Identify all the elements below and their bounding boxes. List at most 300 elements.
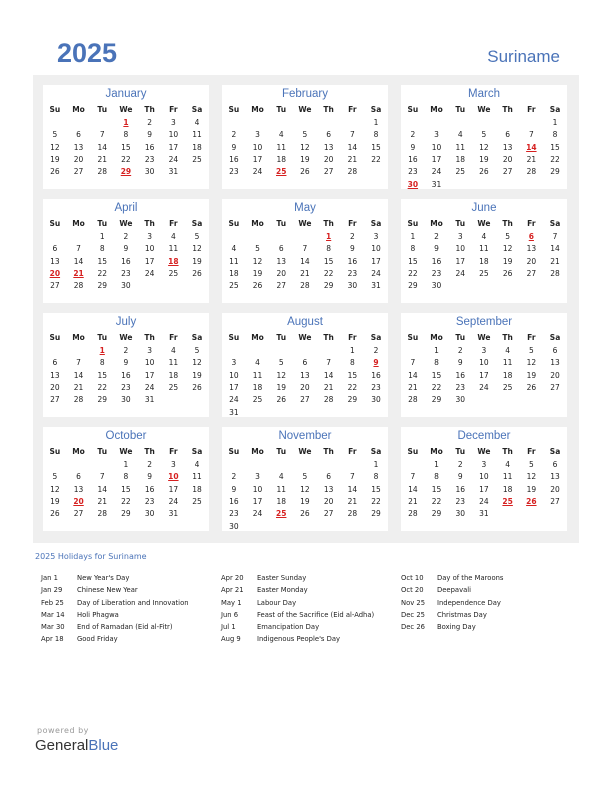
day-cell: 2 <box>349 232 355 241</box>
day-cell: 10 <box>229 370 239 380</box>
day-cell: 15 <box>550 142 560 152</box>
brand-logo-blue: Blue <box>88 737 119 754</box>
day-cell: 31 <box>479 509 489 519</box>
weekday-header: We <box>119 219 133 228</box>
day-cell: 15 <box>431 370 442 380</box>
day-cell: 11 <box>192 472 202 482</box>
day-cell: 12 <box>50 142 60 152</box>
day-cell: 2 <box>373 346 379 355</box>
day-cell: 4 <box>170 232 176 241</box>
holiday-day-cell: 10 <box>168 472 179 482</box>
day-cell: 12 <box>300 484 310 494</box>
day-cell: 11 <box>168 244 179 254</box>
day-cell: 1 <box>373 118 379 127</box>
day-cell: 3 <box>147 232 153 241</box>
weekday-header: Tu <box>455 219 466 228</box>
holiday-day-cell: 18 <box>168 256 179 266</box>
day-cell: 22 <box>121 496 131 506</box>
day-cell: 21 <box>550 256 560 266</box>
day-cell: 8 <box>410 244 416 254</box>
day-cell: 12 <box>502 244 513 254</box>
month-may <box>222 199 388 303</box>
day-cell: 16 <box>455 484 465 494</box>
day-cell: 13 <box>502 142 513 152</box>
day-cell: 27 <box>502 167 513 177</box>
holiday-day-cell: 1 <box>326 232 332 241</box>
month-name: April <box>114 202 138 214</box>
day-cell: 27 <box>50 395 60 405</box>
day-cell: 3 <box>481 346 487 355</box>
weekday-header: Fr <box>169 219 178 228</box>
day-cell: 3 <box>255 130 260 140</box>
day-cell: 5 <box>302 130 308 140</box>
weekday-header: Fr <box>169 333 178 342</box>
holiday-name: Good Friday <box>77 635 118 644</box>
weekday-header: Mo <box>72 333 85 342</box>
day-cell: 21 <box>408 382 418 392</box>
day-cell: 14 <box>347 142 358 152</box>
weekday-header: Sa <box>549 105 561 114</box>
year-title: 2025 <box>57 38 118 68</box>
day-cell: 19 <box>502 256 513 266</box>
month-name: September <box>455 316 513 328</box>
day-cell: 9 <box>231 484 237 494</box>
day-cell: 19 <box>50 154 60 164</box>
day-cell: 8 <box>326 244 332 254</box>
weekday-header: Mo <box>430 105 443 114</box>
weekday-header: Sa <box>191 105 203 114</box>
day-cell: 8 <box>373 472 379 482</box>
month-april <box>43 199 209 303</box>
weekday-header: We <box>298 105 312 114</box>
holiday-name: Chinese New Year <box>77 586 138 595</box>
day-cell: 28 <box>97 509 107 519</box>
day-cell: 20 <box>300 382 310 392</box>
day-cell: 20 <box>276 268 286 278</box>
month-name: June <box>471 202 497 214</box>
day-cell: 10 <box>252 142 263 152</box>
day-cell: 27 <box>550 496 560 506</box>
day-cell: 30 <box>431 281 442 291</box>
weekday-header: Su <box>49 219 61 228</box>
day-cell: 4 <box>505 346 511 355</box>
weekday-header: We <box>298 333 312 342</box>
holiday-day-cell: 30 <box>407 179 419 189</box>
day-cell: 17 <box>144 370 155 380</box>
day-cell: 26 <box>192 268 202 278</box>
holiday-name: Emancipation Day <box>257 623 320 632</box>
brand-logo-general: General <box>35 737 89 754</box>
day-cell: 25 <box>502 382 513 392</box>
day-cell: 11 <box>192 130 202 140</box>
day-cell: 12 <box>252 256 263 266</box>
day-cell: 21 <box>347 154 358 164</box>
weekday-header: Th <box>323 219 334 228</box>
holiday-day-cell: 25 <box>276 509 287 519</box>
day-cell: 13 <box>550 472 560 482</box>
day-cell: 29 <box>408 281 418 291</box>
day-cell: 16 <box>121 370 131 380</box>
day-cell: 25 <box>168 268 179 278</box>
holiday-date: Apr 21 <box>221 586 244 595</box>
holiday-day-cell: 29 <box>120 167 132 177</box>
day-cell: 14 <box>97 484 107 494</box>
holidays-title: 2025 Holidays for Suriname <box>35 552 147 561</box>
day-cell: 27 <box>323 509 334 519</box>
weekday-header: Mo <box>251 105 264 114</box>
day-cell: 31 <box>168 509 179 519</box>
day-cell: 27 <box>73 509 84 519</box>
day-cell: 24 <box>371 268 381 278</box>
day-cell: 28 <box>408 395 418 405</box>
holiday-day-cell: 6 <box>528 232 534 241</box>
day-cell: 10 <box>371 244 381 254</box>
holiday-date: Jun 6 <box>221 610 239 619</box>
day-cell: 10 <box>252 484 263 494</box>
day-cell: 28 <box>347 509 358 519</box>
day-cell: 10 <box>479 358 489 368</box>
weekday-header: We <box>477 105 491 114</box>
day-cell: 30 <box>455 395 465 405</box>
weekday-header: Tu <box>97 447 108 456</box>
month-january <box>43 85 209 189</box>
day-cell: 24 <box>479 496 489 506</box>
holiday-name: Labour Day <box>257 598 297 607</box>
holiday-day-cell: 14 <box>526 142 537 152</box>
holiday-name: Day of the Maroons <box>437 574 504 582</box>
day-cell: 26 <box>276 395 286 405</box>
day-cell: 14 <box>323 370 334 380</box>
day-cell: 23 <box>144 496 155 506</box>
day-cell: 16 <box>408 154 418 164</box>
day-cell: 10 <box>144 244 155 254</box>
day-cell: 24 <box>431 167 442 177</box>
day-cell: 14 <box>73 256 84 266</box>
day-cell: 13 <box>300 370 310 380</box>
day-cell: 16 <box>371 370 381 380</box>
day-cell: 18 <box>276 154 286 164</box>
day-cell: 9 <box>147 130 153 140</box>
day-cell: 29 <box>550 167 560 177</box>
holiday-name: Feast of the Sacrifice (Eid al-Adha) <box>257 610 375 619</box>
day-cell: 30 <box>371 395 381 405</box>
day-cell: 1 <box>434 460 439 469</box>
weekday-header: Su <box>228 333 240 342</box>
day-cell: 5 <box>52 130 58 140</box>
day-cell: 14 <box>408 370 418 380</box>
holiday-date: Jan 29 <box>41 586 63 595</box>
day-cell: 9 <box>349 244 355 254</box>
day-cell: 21 <box>408 496 418 506</box>
weekday-header: We <box>298 447 312 456</box>
weekday-header: Tu <box>455 447 466 456</box>
day-cell: 11 <box>276 484 286 494</box>
day-cell: 26 <box>50 167 60 177</box>
day-cell: 17 <box>455 256 465 266</box>
day-cell: 12 <box>192 244 202 254</box>
day-cell: 8 <box>373 130 379 140</box>
day-cell: 31 <box>229 407 239 417</box>
day-cell: 21 <box>300 268 310 278</box>
day-cell: 11 <box>229 256 239 266</box>
day-cell: 22 <box>347 382 358 392</box>
day-cell: 8 <box>123 472 129 482</box>
day-cell: 1 <box>99 232 105 241</box>
holiday-date: Aug 9 <box>221 635 241 644</box>
month-july <box>43 313 209 417</box>
day-cell: 22 <box>550 154 560 164</box>
calendar-grid <box>33 75 579 543</box>
day-cell: 11 <box>276 142 286 152</box>
weekday-header: Tu <box>276 219 287 228</box>
weekday-header: Th <box>144 105 155 114</box>
day-cell: 14 <box>347 484 358 494</box>
day-cell: 19 <box>300 496 310 506</box>
day-cell: 7 <box>302 244 308 254</box>
day-cell: 16 <box>144 484 155 494</box>
day-cell: 5 <box>481 130 487 140</box>
weekday-header: Sa <box>191 447 203 456</box>
day-cell: 5 <box>528 346 534 355</box>
day-cell: 26 <box>479 167 489 177</box>
brand-logo[interactable] <box>35 737 118 754</box>
holiday-date: Jul 1 <box>221 623 236 632</box>
day-cell: 8 <box>99 358 105 368</box>
day-cell: 5 <box>194 232 200 241</box>
day-cell: 28 <box>300 281 310 291</box>
day-cell: 7 <box>410 472 416 482</box>
day-cell: 28 <box>408 509 418 519</box>
month-name: January <box>105 88 147 100</box>
holiday-day-cell: 21 <box>73 268 84 278</box>
day-cell: 5 <box>52 472 58 482</box>
day-cell: 10 <box>168 130 179 140</box>
day-cell: 12 <box>526 358 537 368</box>
day-cell: 9 <box>123 244 129 254</box>
day-cell: 3 <box>457 232 463 241</box>
day-cell: 29 <box>431 509 442 519</box>
day-cell: 25 <box>455 167 465 177</box>
day-cell: 19 <box>526 370 537 380</box>
day-cell: 2 <box>123 232 129 241</box>
day-cell: 6 <box>76 472 81 482</box>
holiday-day-cell: 26 <box>526 496 537 506</box>
holiday-name: Boxing Day <box>437 623 476 632</box>
day-cell: 3 <box>170 118 176 127</box>
day-cell: 2 <box>231 130 237 140</box>
day-cell: 30 <box>347 281 358 291</box>
weekday-header: Tu <box>276 333 287 342</box>
day-cell: 26 <box>192 382 202 392</box>
day-cell: 21 <box>73 382 84 392</box>
day-cell: 16 <box>144 142 155 152</box>
weekday-header: Th <box>502 447 513 456</box>
day-cell: 13 <box>50 370 60 380</box>
day-cell: 18 <box>502 370 513 380</box>
day-cell: 14 <box>408 484 418 494</box>
holiday-name: Easter Sunday <box>257 574 307 582</box>
weekday-header: Su <box>228 105 240 114</box>
day-cell: 3 <box>147 346 153 355</box>
day-cell: 8 <box>99 244 105 254</box>
day-cell: 24 <box>252 509 263 519</box>
weekday-header: Tu <box>97 333 108 342</box>
weekday-header: Fr <box>169 105 178 114</box>
day-cell: 19 <box>192 370 202 380</box>
day-cell: 29 <box>121 509 131 519</box>
holiday-date: Oct 20 <box>401 586 424 595</box>
day-cell: 30 <box>144 167 155 177</box>
day-cell: 23 <box>121 268 131 278</box>
day-cell: 20 <box>73 154 84 164</box>
day-cell: 7 <box>99 130 105 140</box>
day-cell: 29 <box>97 281 107 291</box>
day-cell: 29 <box>371 509 381 519</box>
weekday-header: Fr <box>527 333 536 342</box>
weekday-header: Su <box>49 333 61 342</box>
weekday-header: Th <box>323 447 334 456</box>
weekday-header: Tu <box>276 447 287 456</box>
day-cell: 1 <box>434 346 439 355</box>
day-cell: 23 <box>229 167 239 177</box>
day-cell: 21 <box>97 496 107 506</box>
weekday-header: Tu <box>97 105 108 114</box>
day-cell: 12 <box>50 484 60 494</box>
day-cell: 19 <box>192 256 202 266</box>
day-cell: 16 <box>229 496 239 506</box>
weekday-header: Su <box>407 105 419 114</box>
weekday-header: We <box>477 447 491 456</box>
day-cell: 14 <box>73 370 84 380</box>
day-cell: 20 <box>323 496 334 506</box>
day-cell: 17 <box>168 484 179 494</box>
weekday-header: Mo <box>251 333 264 342</box>
day-cell: 14 <box>300 256 310 266</box>
day-cell: 19 <box>479 154 489 164</box>
day-cell: 7 <box>76 358 81 368</box>
day-cell: 16 <box>121 256 131 266</box>
day-cell: 30 <box>229 521 239 531</box>
holiday-name: Independence Day <box>437 598 501 607</box>
day-cell: 8 <box>434 472 439 482</box>
day-cell: 26 <box>526 382 537 392</box>
day-cell: 9 <box>410 142 416 152</box>
weekday-header: Su <box>228 219 240 228</box>
month-name: March <box>468 88 500 100</box>
holiday-day-cell: 9 <box>373 358 379 368</box>
weekday-header: Sa <box>191 333 203 342</box>
day-cell: 7 <box>99 472 105 482</box>
day-cell: 27 <box>73 167 84 177</box>
day-cell: 11 <box>168 358 179 368</box>
day-cell: 4 <box>505 460 511 469</box>
holiday-date: Feb 25 <box>41 598 64 607</box>
day-cell: 15 <box>347 370 358 380</box>
day-cell: 28 <box>550 268 560 278</box>
day-cell: 13 <box>50 256 60 266</box>
day-cell: 17 <box>431 154 442 164</box>
weekday-header: Su <box>49 447 61 456</box>
weekday-header: Mo <box>251 219 264 228</box>
day-cell: 25 <box>229 281 239 291</box>
holiday-date: Nov 25 <box>401 598 426 607</box>
day-cell: 6 <box>326 130 332 140</box>
holiday-date: May 1 <box>221 598 242 607</box>
month-name: February <box>281 88 329 100</box>
day-cell: 18 <box>192 484 202 494</box>
day-cell: 2 <box>123 346 129 355</box>
day-cell: 11 <box>252 370 263 380</box>
weekday-header: Th <box>502 105 513 114</box>
day-cell: 15 <box>371 484 381 494</box>
holiday-date: Mar 14 <box>41 610 65 619</box>
weekday-header: Mo <box>72 219 85 228</box>
holiday-name: Easter Monday <box>257 586 308 595</box>
weekday-header: Mo <box>430 447 443 456</box>
weekday-header: We <box>119 333 133 342</box>
day-cell: 23 <box>121 382 131 392</box>
day-cell: 11 <box>502 358 513 368</box>
day-cell: 7 <box>552 232 558 241</box>
weekday-header: We <box>298 219 312 228</box>
day-cell: 5 <box>528 460 534 469</box>
day-cell: 13 <box>73 142 84 152</box>
day-cell: 13 <box>526 244 537 254</box>
day-cell: 9 <box>434 244 439 254</box>
holiday-date: Jan 1 <box>41 574 58 582</box>
day-cell: 12 <box>300 142 310 152</box>
day-cell: 12 <box>479 142 489 152</box>
day-cell: 26 <box>252 281 263 291</box>
month-name: December <box>457 430 511 442</box>
day-cell: 22 <box>371 154 381 164</box>
day-cell: 5 <box>194 346 200 355</box>
day-cell: 23 <box>371 382 381 392</box>
day-cell: 27 <box>323 167 334 177</box>
day-cell: 22 <box>431 382 442 392</box>
day-cell: 31 <box>431 179 442 189</box>
weekday-header: We <box>119 447 133 456</box>
holiday-day-cell: 25 <box>276 167 287 177</box>
day-cell: 30 <box>455 509 465 519</box>
day-cell: 6 <box>552 460 558 469</box>
day-cell: 4 <box>278 130 284 140</box>
day-cell: 21 <box>526 154 537 164</box>
day-cell: 26 <box>50 509 60 519</box>
country-title: Suriname <box>487 47 560 66</box>
weekday-header: Su <box>407 333 419 342</box>
day-cell: 8 <box>349 358 355 368</box>
day-cell: 2 <box>410 130 416 140</box>
day-cell: 20 <box>50 382 60 392</box>
day-cell: 30 <box>144 509 155 519</box>
day-cell: 25 <box>192 154 202 164</box>
day-cell: 6 <box>76 130 81 140</box>
day-cell: 29 <box>323 281 334 291</box>
weekday-header: Sa <box>191 219 203 228</box>
day-cell: 19 <box>252 268 263 278</box>
day-cell: 24 <box>168 496 179 506</box>
holiday-date: Dec 26 <box>401 623 425 632</box>
day-cell: 23 <box>431 268 442 278</box>
holiday-day-cell: 25 <box>502 496 513 506</box>
day-cell: 7 <box>349 472 355 482</box>
day-cell: 20 <box>550 484 560 494</box>
day-cell: 1 <box>373 460 379 469</box>
day-cell: 23 <box>408 167 418 177</box>
holiday-date: Apr 20 <box>221 574 244 582</box>
weekday-header: Mo <box>72 105 85 114</box>
